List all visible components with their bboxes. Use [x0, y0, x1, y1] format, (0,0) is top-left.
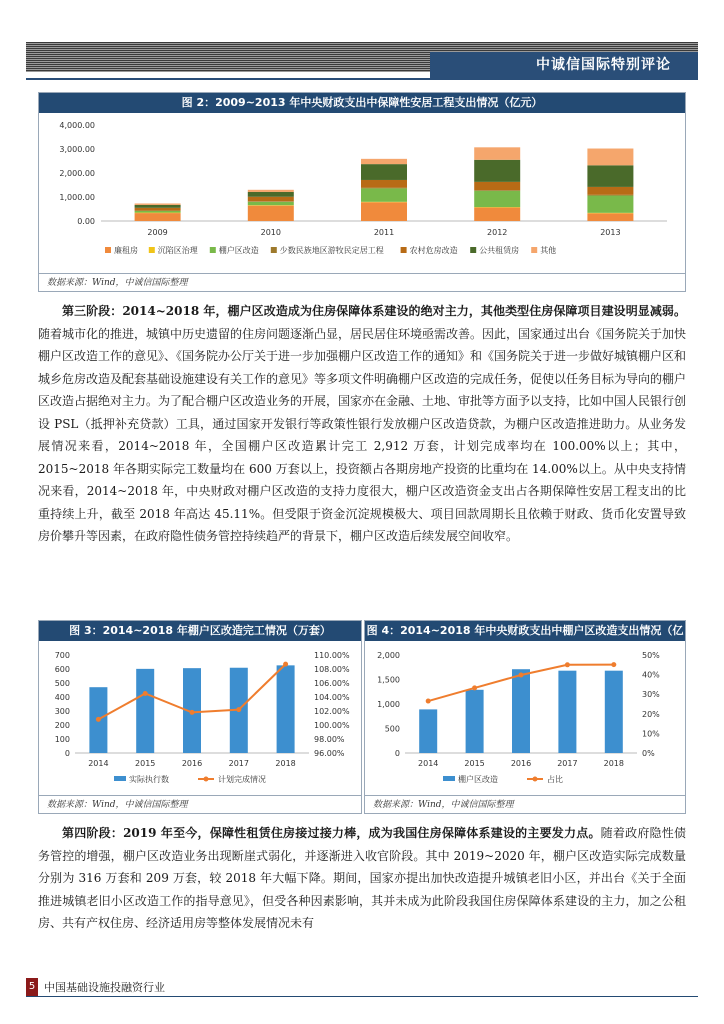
paragraph-stage-3	[38, 300, 686, 548]
y-tick-label-right: 104.00%	[314, 693, 350, 702]
legend-label: 廉租房	[114, 246, 138, 255]
x-tick-label: 2014	[418, 759, 439, 768]
x-tick-label: 2012	[487, 228, 508, 237]
figure-3-title: 图 3：2014~2018 年棚户区改造完工情况（万套）	[39, 621, 361, 641]
y-tick-label: 0.00	[77, 217, 95, 226]
bar-segment	[135, 211, 181, 213]
legend-swatch	[271, 247, 277, 253]
legend-label-bar: 实际执行数	[129, 775, 169, 784]
figure-3-source: 数据来源：Wind，中诚信国际整理	[39, 795, 361, 813]
x-tick-label: 2016	[510, 759, 532, 768]
paragraph-stage-4-lead: 第四阶段：2019 年至今，保障性租赁住房接过接力棒，成为我国住房保障体系建设的主要发力点。	[62, 826, 601, 840]
line-point	[283, 662, 288, 667]
y-tick-label-left: 1,000	[377, 700, 400, 709]
bar-segment	[361, 159, 407, 164]
bar-segment	[587, 213, 633, 221]
y-tick-label-left: 1,500	[377, 675, 400, 685]
paragraph-stage-3-lead: 第三阶段：2014~2018 年，棚户区改造成为住房保障体系建设的绝对主力，其他类型住房保障项目建设明显减弱。	[62, 304, 686, 318]
paragraph-stage-4-body: 随着政府隐性债务管控的增强，棚户区改造业务出现断崖式弱化，并逐渐进入收官阶段。其中 2019~2020 年，棚户区改造实际完成数量分别为 316 万套和 209 万套，较 2018 年大幅下降。期间，国家亦提出加快改造提升城镇老旧小区，并出台《关于全面推进城镇老旧小区改造工作的指导意见》，但受各种因素影响，其并未成为此阶段我国住房保障体系建设的主力，加之公租房、共有产权住房、经济适用房等整体发展情况未有	[38, 826, 686, 930]
figure-4-chart	[365, 641, 685, 797]
bar	[512, 669, 530, 753]
x-tick-label: 2018	[275, 759, 296, 768]
bar-segment	[248, 197, 294, 202]
legend-swatch	[210, 247, 216, 253]
legend-swatch	[531, 247, 537, 253]
line-point	[565, 662, 570, 667]
legend-label: 其他	[540, 246, 557, 255]
header-rule	[26, 78, 698, 80]
y-tick-label: 2,000.00	[59, 169, 95, 178]
line-point	[611, 662, 616, 667]
x-tick-label: 2010	[260, 228, 281, 237]
figure-2-chart	[39, 113, 685, 273]
bar-segment	[248, 202, 294, 205]
legend-swatch-bar	[114, 776, 126, 781]
bar	[558, 671, 576, 753]
figure-2	[38, 92, 686, 292]
bar-segment	[135, 213, 181, 221]
y-tick-label-left: 2,000	[377, 651, 400, 660]
footer-rule	[26, 996, 698, 997]
y-tick-label-right: 106.00%	[314, 679, 350, 688]
bar-segment	[248, 206, 294, 221]
y-tick-label-right: 108.00%	[314, 665, 350, 674]
x-tick-label: 2009	[147, 228, 168, 237]
figure-3-chart	[39, 641, 361, 797]
legend-label: 少数民族地区游牧民定居工程	[279, 246, 384, 255]
bar-segment	[587, 195, 633, 196]
bar-segment	[474, 190, 520, 191]
bar-segment	[361, 202, 407, 221]
line-point	[143, 691, 148, 696]
line-point	[472, 685, 477, 690]
x-tick-label: 2018	[603, 759, 624, 768]
bar-segment	[361, 188, 407, 189]
y-tick-label-right: 50%	[642, 651, 660, 660]
bar-segment	[135, 208, 181, 211]
bar-segment	[587, 165, 633, 187]
y-tick-label-left: 600	[54, 665, 70, 674]
x-tick-label: 2011	[373, 228, 395, 237]
bar-segment	[361, 188, 407, 201]
footer-text: 中国基础设施投融资行业	[44, 981, 165, 994]
x-tick-label: 2014	[88, 759, 109, 768]
legend-swatch	[149, 247, 155, 253]
bar	[136, 669, 154, 753]
legend-swatch	[401, 247, 407, 253]
line-point	[190, 710, 195, 715]
figure-2-title: 图 2：2009~2013 年中央财政支出中保障性安居工程支出情况（亿元）	[39, 93, 685, 113]
bar-segment	[474, 160, 520, 182]
y-tick-label: 4,000.00	[59, 121, 95, 130]
y-tick-label-left: 100	[54, 735, 70, 744]
figure-4-source: 数据来源：Wind，中诚信国际整理	[365, 795, 685, 813]
y-tick-label-left: 700	[54, 651, 70, 660]
y-tick-label: 3,000.00	[59, 145, 95, 154]
y-tick-label-left: 0	[394, 749, 400, 758]
y-tick-label-left: 0	[64, 749, 70, 758]
bar	[605, 671, 623, 753]
y-tick-label-right: 102.00%	[314, 707, 350, 716]
legend-marker-line	[533, 777, 538, 782]
bar-segment	[135, 205, 181, 208]
x-tick-label: 2015	[135, 759, 156, 768]
bar-segment	[474, 182, 520, 190]
y-tick-label-right: 110.00%	[314, 651, 350, 660]
bar-segment	[587, 187, 633, 195]
y-tick-label-right: 30%	[642, 690, 660, 700]
x-tick-label: 2017	[557, 759, 578, 768]
footer	[26, 978, 698, 996]
paragraph-stage-4	[38, 822, 686, 935]
y-tick-label-left: 300	[54, 707, 70, 716]
page-number: 5	[26, 978, 38, 996]
legend-label-bar: 棚户区改造	[458, 775, 498, 784]
x-tick-label: 2016	[181, 759, 203, 768]
bar-segment	[248, 190, 294, 192]
y-tick-label-right: 96.00%	[314, 749, 345, 758]
y-tick-label-left: 400	[54, 693, 70, 702]
bar-segment	[248, 192, 294, 197]
bar-segment	[474, 191, 520, 207]
bar-segment	[587, 149, 633, 166]
x-tick-label: 2017	[228, 759, 249, 768]
bar-segment	[587, 196, 633, 213]
y-tick-label-right: 40%	[642, 670, 660, 680]
bar-segment	[474, 147, 520, 159]
legend-label: 公共租赁房	[479, 246, 520, 255]
line-point	[96, 717, 101, 722]
legend-label-line: 占比	[547, 775, 563, 784]
legend-label: 棚户区改造	[218, 246, 259, 255]
legend-swatch-bar	[443, 776, 455, 781]
bar	[419, 709, 437, 753]
legend-swatch	[470, 247, 476, 253]
header-title: 中诚信国际特别评论	[536, 57, 671, 73]
bar-segment	[361, 164, 407, 180]
line-point	[236, 707, 241, 712]
y-tick-label-right: 10%	[642, 729, 660, 739]
y-tick-label-left: 200	[54, 721, 70, 730]
x-tick-label: 2013	[600, 228, 621, 237]
bar-segment	[361, 180, 407, 188]
bar-segment	[474, 208, 520, 221]
y-tick-label-right: 98.00%	[314, 735, 345, 744]
figure-4-title: 图 4：2014~2018 年中央财政支出中棚户区改造支出情况（亿元）	[365, 621, 685, 641]
paragraph-stage-3-body: 随着城市化的推进，城镇中历史遗留的住房问题逐渐凸显，居民居住环境亟需改善。因此，国家通过出台《国务院关于加快棚户区改造工作的意见》、《国务院办公厅关于进一步加强棚户区改造工作的通知》和《国务院关于进一步做好城镇棚户区和城乡危房改造及配套基础设施建设有关工作的意见》等多项文件明确棚户区改造的完成任务，促使以任务目标为导向的棚户区改造占据绝对主力。为了配合棚户区改造业务的开展，国家亦在金融、土地、审批等方面予以支持，比如中国人民银行创设 PSL（抵押补充贷款）工具，通过国家开发银行等政策性银行发放棚户区改造贷款，为棚户区改造推进助力。从业务发展情况来看，2014~2018 年，全国棚户区改造累计完工 2,912 万套，计划完成率均在 100.00%以上；其中，2015~2018 年各期实际完工数量均在 600 万套以上，投资额占各期房地产投资的比重均在 14.00%以上。从中央支持情况来看，2014~2018 年，中央财政对棚户区改造的支持力度很大，棚户区改造资金支出占各期保障性安居工程支出的比重持续上升，截至 2018 年高达 45.11%。但受限于资金沉淀规模极大、项目回款周期长且依赖于财政、货币化安置导致房价攀升等因素，在政府隐性债务管控持续趋严的背景下，棚户区改造后续发展空间收窄。	[38, 326, 687, 543]
y-tick-label-right: 0%	[642, 749, 655, 758]
legend-label-line: 计划完成情况	[218, 775, 266, 784]
bar	[466, 690, 484, 753]
bar-segment	[135, 203, 181, 204]
legend-marker-line	[204, 777, 209, 782]
legend-label: 农村危房改造	[409, 246, 458, 255]
line-point	[519, 672, 524, 677]
figure-2-source: 数据来源：Wind，中诚信国际整理	[39, 273, 685, 291]
line-point	[426, 699, 431, 704]
legend-label: 沉陷区治理	[157, 246, 198, 255]
y-tick-label-left: 500	[384, 724, 400, 734]
y-tick-label-right: 100.00%	[314, 721, 350, 730]
x-tick-label: 2015	[464, 759, 485, 768]
y-tick-label-right: 20%	[642, 709, 660, 719]
figure-3	[38, 620, 362, 814]
y-tick-label-left: 500	[54, 679, 70, 688]
bar	[277, 665, 295, 753]
figure-4	[364, 620, 686, 814]
legend-swatch	[105, 247, 111, 253]
y-tick-label: 1,000.00	[59, 193, 95, 202]
